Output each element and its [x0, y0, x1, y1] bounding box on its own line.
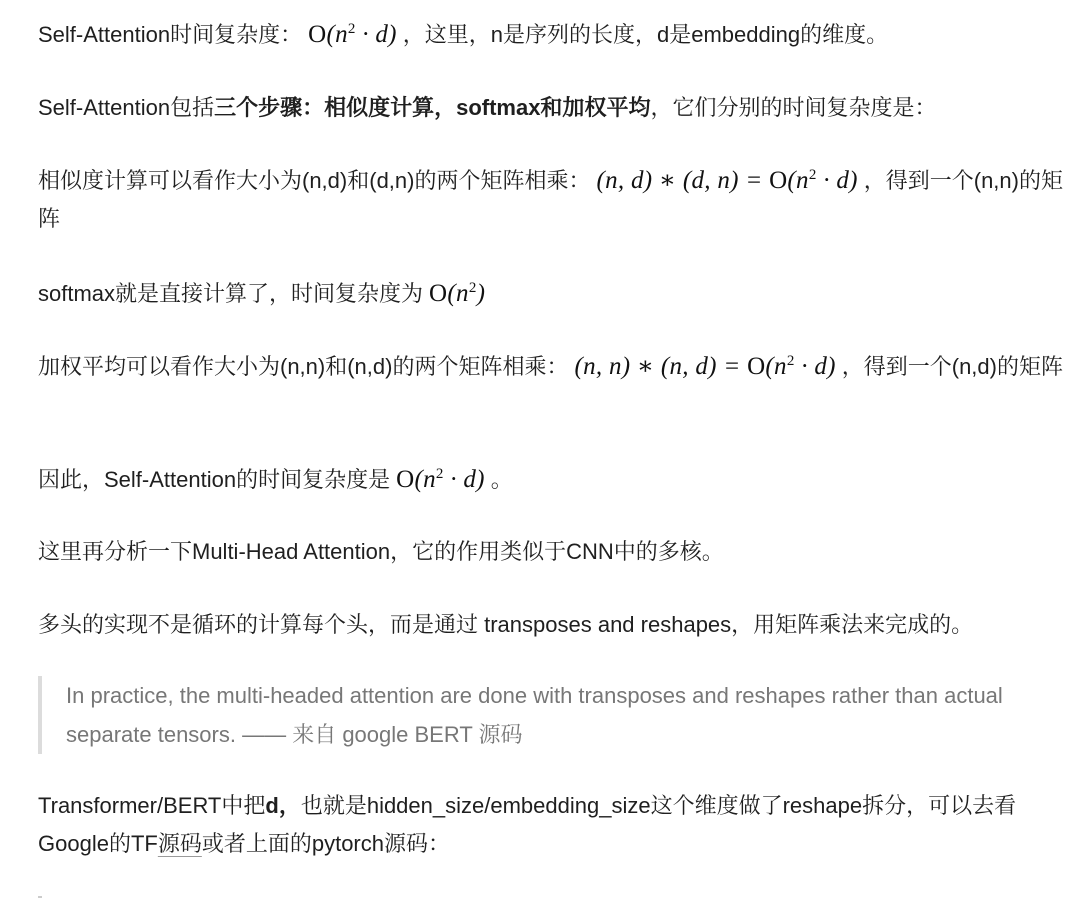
formula-o-n2-d: $O(n^2 \cdot d)$ — [396, 466, 485, 493]
blockquote-bert-source — [38, 676, 1068, 754]
text-segment: ，这里，n是序列的长度，d是embedding的维度。 — [402, 22, 889, 47]
text-segment: Transformer/BERT中把 — [38, 793, 266, 818]
text-segment: 因此，Self-Attention的时间复杂度是 — [38, 467, 391, 492]
text-segment: ，它们分别的时间复杂度是： — [650, 95, 937, 120]
source-code-link[interactable]: 源码 — [157, 831, 202, 856]
paragraph-similarity — [38, 162, 1068, 238]
paragraph-softmax — [38, 275, 1068, 313]
paragraph-conclusion — [38, 461, 1068, 499]
text-segment: 多头的实现不是循环的计算每个头，而是通过 transposes and reshapes，用矩阵乘法来完成的。 — [38, 612, 974, 637]
text-segment: 或者上面的pytorch源码： — [201, 831, 450, 856]
paragraph-three-steps — [38, 89, 1068, 127]
text-segment: ，得到一个(n,d)的矩阵 — [841, 354, 1063, 379]
text-segment: 相似度计算可以看作大小为(n,d)和(d,n)的两个矩阵相乘： — [38, 168, 591, 193]
text-segment: 这里再分析一下Multi-Head Attention，它的作用类似于CNN中的多核。 — [38, 539, 724, 564]
text-segment: ，得到一个(n,n)的矩阵 — [38, 168, 1063, 231]
formula-o-n2: $O(n^2)$ — [429, 280, 486, 307]
text-segment: 。 — [490, 467, 513, 492]
bold-steps: 三个步骤：相似度计算，softmax和加权平均 — [214, 95, 651, 120]
text-segment: softmax就是直接计算了，时间复杂度为 — [38, 281, 424, 306]
formula-weighted-average: (n, n) ∗ (n, $d) = O(n^2 \cdot d)$ — [574, 353, 836, 380]
quote-text: In practice, the multi-headed attention are done with transposes and reshapes rather than actual separate tensors. —— 来自 google BERT 源码 — [66, 683, 1003, 747]
paragraph-weighted-average — [38, 348, 1068, 386]
text-segment: Self-Attention包括 — [38, 95, 215, 120]
text-segment: 也就是hidden_size/embedding_size这个维度做了reshape拆分，可以去看Google的TF — [38, 793, 1017, 856]
formula-o-n2-d: $O(n^2 \cdot d)$ — [308, 21, 397, 48]
formula-similarity: (n, d) ∗ (d, $n) = O(n^2 \cdot d)$ — [596, 167, 858, 194]
bold-d: d， — [265, 793, 301, 818]
paragraph-multi-head — [38, 533, 1068, 571]
paragraph-implementation — [38, 606, 1068, 644]
paragraph-reshape — [38, 787, 1068, 863]
text-segment: Self-Attention时间复杂度： — [38, 22, 303, 47]
text-segment: 加权平均可以看作大小为(n,n)和(n,d)的两个矩阵相乘： — [38, 354, 569, 379]
divider-fragment — [38, 896, 42, 898]
paragraph-complexity-intro — [38, 16, 1068, 54]
